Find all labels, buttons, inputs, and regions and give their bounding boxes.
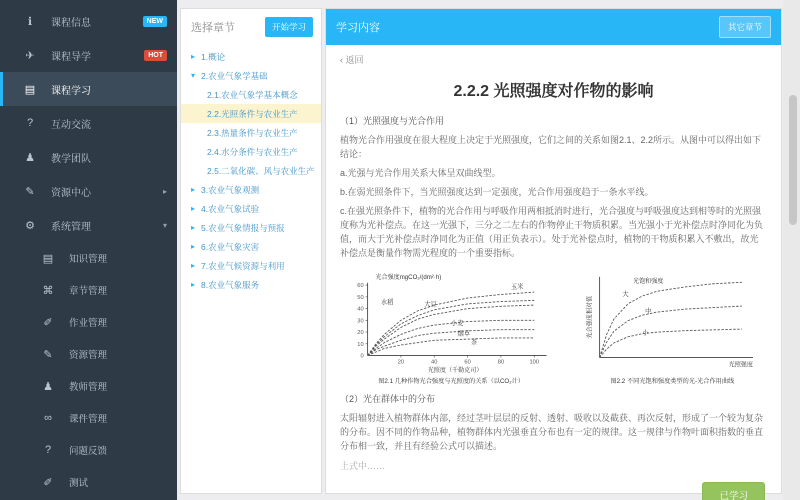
sidebar-item-label: 资源管理 — [69, 350, 108, 361]
svg-text:光饱和强度: 光饱和强度 — [633, 278, 664, 286]
svg-text:光照度（千勒克司）: 光照度（千勒克司） — [427, 367, 483, 375]
sidebar-item-system-manage[interactable] — [0, 208, 177, 242]
chevron-down-icon: ▾ — [162, 220, 167, 230]
svg-text:大: 大 — [622, 291, 629, 299]
users-icon: ♟ — [25, 151, 35, 164]
sidebar-item-label: 作业管理 — [69, 318, 108, 329]
sidebar-item-resource-manage[interactable] — [0, 338, 177, 370]
tree-item-label: 1.概论 — [201, 51, 226, 62]
sidebar-item-homework-manage[interactable] — [0, 306, 177, 338]
svg-text:20: 20 — [397, 359, 405, 366]
sidebar-item-label: 资源中心 — [51, 187, 91, 199]
section2-heading: （2）光在群体中的分布 — [340, 394, 436, 405]
page-title: 2.2.2 光照强度对作物的影响 — [453, 83, 654, 100]
svg-text:水稻: 水稻 — [380, 299, 394, 307]
charts-row — [342, 268, 767, 388]
tree-item-label: 6.农业气象灾害 — [201, 241, 260, 252]
sidebar — [0, 0, 177, 500]
sidebar-item-label: 问题反馈 — [69, 446, 108, 457]
chapter-tree — [181, 45, 321, 294]
chapter-panel-header — [181, 9, 321, 45]
question-icon: ? — [26, 117, 34, 129]
gears-icon: ⚙ — [25, 219, 35, 232]
book-icon: ▤ — [24, 83, 36, 96]
svg-text:40: 40 — [431, 359, 438, 366]
sidebar-item-courseware-manage[interactable] — [0, 402, 177, 434]
sidebar-item-knowledge-manage[interactable] — [0, 242, 177, 274]
sidebar-item-test[interactable] — [0, 466, 177, 498]
paragraph: b.在弱光照条件下，当光照强度达到一定强度，光合作用强度趋于一条水平线。 — [340, 186, 654, 197]
paper-plane-icon: ✈ — [25, 49, 35, 62]
tree-item[interactable] — [181, 104, 321, 123]
sidebar-item-label: 测试 — [69, 478, 89, 489]
edit-icon: ✐ — [43, 476, 53, 489]
sitemap-icon: ⌘ — [42, 284, 54, 297]
svg-text:60: 60 — [464, 359, 471, 366]
sidebar-item-label: 章节管理 — [69, 286, 108, 297]
tree-item[interactable] — [181, 47, 321, 66]
svg-text:图2.1 几种作物光合强度与光照度的关系（以CO₂计）: 图2.1 几种作物光合强度与光照度的关系（以CO₂计） — [378, 378, 525, 386]
other-chapters-button[interactable]: 其它章节 — [719, 16, 771, 38]
light-saturation-types-chart — [574, 268, 767, 388]
hot-badge: HOT — [144, 50, 167, 61]
tree-item[interactable] — [181, 180, 321, 199]
svg-text:100: 100 — [529, 359, 539, 366]
content-body — [326, 45, 781, 500]
scrollbar-track[interactable] — [783, 0, 800, 500]
tree-item[interactable] — [181, 237, 321, 256]
svg-text:小麦: 小麦 — [450, 320, 464, 328]
section2-paragraph: 太阳辐射进入植物群体内部，经过茎叶层层的反射、透射、吸收以及截获、再次反射，形成了一个较为复杂的分布。因不同的作物品种，植物群体内光强垂直分布也有一定的规律。这一规律与作物叶面积指数的垂直分布相一致，并且有经验公式可以描述。 — [340, 413, 764, 452]
tree-item-label: 2.5.二氧化碳、风与农业生产 — [207, 165, 315, 176]
new-badge: NEW — [143, 16, 167, 27]
tree-item[interactable] — [181, 161, 321, 180]
tree-item-label: 2.1.农业气象学基本概念 — [207, 89, 298, 100]
caret-right-icon: ▸ — [191, 280, 196, 289]
svg-text:中: 中 — [645, 308, 652, 316]
svg-text:40: 40 — [357, 306, 364, 313]
caret-right-icon: ▸ — [191, 261, 196, 270]
mark-learned-button[interactable]: 已学习 — [702, 482, 765, 500]
content-header-title: 学习内容 — [336, 22, 380, 34]
tree-item[interactable] — [181, 123, 321, 142]
paragraph: c.在强光照条件下，植物的光合作用与呼吸作用两相抵消时进行，光合强度与呼吸强度达到相等时的光照强度称为光补偿点。在这一光强下，三分之二左右的作物停止干物质积累。当光强小于光补偿点时净同化为负值，而大于光补偿点时净同化为正值（用正负表示）。处于光补偿点时，植物的干物质积累入不敷出，故光补偿点是衡量作物需光程度的一个重要指标。 — [340, 205, 764, 258]
caret-right-icon: ▸ — [191, 242, 196, 251]
sidebar-item-course-study[interactable] — [0, 72, 177, 106]
svg-text:大豆: 大豆 — [424, 301, 437, 309]
chevron-right-icon: ▸ — [162, 186, 167, 196]
caret-right-icon: ▸ — [191, 204, 196, 213]
caret-right-icon: ▸ — [191, 52, 196, 61]
info-icon: ℹ — [27, 15, 33, 28]
paragraphs — [340, 115, 767, 260]
button-row — [340, 482, 767, 500]
svg-text:20: 20 — [357, 330, 364, 337]
tree-item-label: 2.3.热量条件与农业生产 — [207, 127, 298, 138]
svg-text:茶: 茶 — [470, 339, 478, 347]
sidebar-item-resource-center[interactable] — [0, 174, 177, 208]
tree-item-label: 8.农业气象服务 — [201, 279, 260, 290]
svg-text:光合强度mgCO₂/(dm²·h): 光合强度mgCO₂/(dm²·h) — [375, 274, 442, 282]
caret-right-icon: ▸ — [191, 185, 196, 194]
tree-item[interactable] — [181, 275, 321, 294]
sidebar-item-chapter-manage[interactable] — [0, 274, 177, 306]
users-icon: ♟ — [43, 380, 53, 393]
sidebar-item-teaching-team[interactable] — [0, 140, 177, 174]
sidebar-item-course-info[interactable] — [0, 4, 177, 38]
truncated-line: 上式中…… — [340, 461, 386, 472]
edit-icon: ✐ — [43, 316, 53, 329]
sidebar-main-menu — [0, 4, 177, 242]
sidebar-item-label: 课件管理 — [69, 414, 108, 425]
pencil-icon: ✎ — [25, 185, 35, 198]
tree-item[interactable] — [181, 199, 321, 218]
svg-text:60: 60 — [357, 283, 364, 290]
tree-item-label: 2.4.水分条件与农业生产 — [207, 146, 298, 157]
pencil-icon: ✎ — [43, 348, 53, 361]
sidebar-item-label: 课程学习 — [51, 85, 91, 97]
scrollbar-thumb[interactable] — [789, 95, 797, 225]
tree-item[interactable] — [181, 85, 321, 104]
back-link[interactable]: ‹ 返回 — [340, 55, 364, 65]
svg-text:玉米: 玉米 — [510, 284, 524, 292]
content-header — [326, 9, 781, 45]
sidebar-item-label: 课程导学 — [51, 51, 91, 63]
svg-text:小: 小 — [642, 329, 649, 337]
sidebar-item-label: 互动交流 — [51, 119, 91, 131]
paragraph: 植物光合作用强度在很大程度上决定于光照强度，它们之间的关系如图2.1、2.2所示。从图中可以得出如下结论： — [340, 134, 762, 159]
sidebar-item-label: 教师管理 — [69, 382, 108, 393]
svg-text:烟草: 烟草 — [457, 331, 471, 339]
content-panel — [325, 8, 782, 500]
crops-light-photosynthesis-chart — [342, 268, 560, 388]
svg-text:10: 10 — [357, 342, 364, 349]
sidebar-item-qa-feedback[interactable] — [0, 434, 177, 466]
caret-down-icon: ▾ — [191, 71, 196, 80]
tree-item[interactable] — [181, 66, 321, 85]
sidebar-item-label: 系统管理 — [51, 221, 91, 233]
sidebar-item-label: 课程信息 — [51, 17, 91, 29]
paragraph: （1）光照强度与光合作用 — [340, 116, 445, 126]
svg-text:光合强度相对值: 光合强度相对值 — [586, 296, 594, 339]
tree-item[interactable] — [181, 142, 321, 161]
svg-text:光照强度: 光照强度 — [728, 361, 754, 369]
sidebar-sub-menu — [0, 242, 177, 498]
link-icon: ∞ — [44, 412, 52, 424]
tree-item-label: 2.2.光照条件与农业生产 — [207, 108, 298, 119]
tree-item-label: 2.农业气象学基础 — [201, 70, 268, 81]
sidebar-item-interaction[interactable] — [0, 106, 177, 140]
chapter-panel-title: 选择章节 — [191, 22, 235, 34]
sidebar-item-label: 教学团队 — [51, 153, 91, 165]
book-icon: ▤ — [42, 252, 54, 265]
question-icon: ? — [44, 444, 52, 456]
sidebar-item-course-guide[interactable] — [0, 38, 177, 72]
caret-right-icon: ▸ — [191, 223, 196, 232]
svg-text:80: 80 — [497, 359, 505, 366]
chapter-panel — [180, 8, 322, 494]
svg-text:图2.2 不同光饱和强度类型的光-光合作用曲线: 图2.2 不同光饱和强度类型的光-光合作用曲线 — [610, 378, 735, 386]
svg-text:30: 30 — [357, 318, 364, 325]
svg-text:50: 50 — [357, 295, 364, 302]
tree-item[interactable] — [181, 218, 321, 237]
tree-item[interactable] — [181, 256, 321, 275]
tree-item-label: 3.农业气象观测 — [201, 184, 260, 195]
paragraph: a.光强与光合作用关系大体呈双曲线型。 — [340, 167, 501, 178]
tree-item-label: 5.农业气象情报与预报 — [201, 222, 285, 233]
tree-item-label: 4.农业气象试验 — [201, 203, 260, 214]
start-study-button[interactable]: 开始学习 — [265, 17, 313, 37]
sidebar-item-teacher-manage[interactable] — [0, 370, 177, 402]
sidebar-item-label: 知识管理 — [69, 254, 108, 265]
svg-text:0: 0 — [360, 353, 364, 360]
tree-item-label: 7.农业气候资源与利用 — [201, 260, 285, 271]
